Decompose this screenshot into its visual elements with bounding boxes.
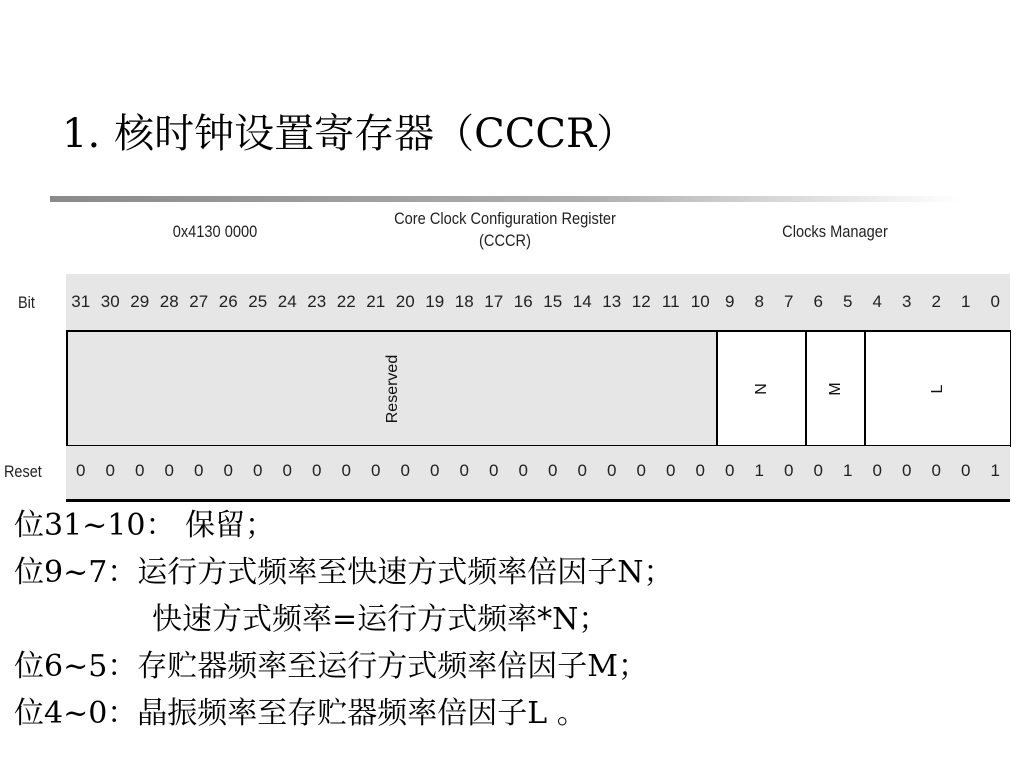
- reset-value-bit-17: 0: [489, 461, 499, 480]
- bit-number-31: 31: [71, 292, 91, 311]
- reset-value-bit-14: 0: [577, 461, 587, 480]
- bit-number-14: 14: [572, 292, 592, 311]
- reset-value-bit-8: 1: [754, 461, 764, 480]
- bit-number-25: 25: [248, 292, 268, 311]
- bit-number-30: 30: [100, 292, 120, 311]
- field-label-l: L: [928, 384, 946, 393]
- bit-number-12: 12: [631, 292, 651, 311]
- register-diagram: [0, 196, 1024, 506]
- desc-line-bits-31-10: 位31~10： 保留；: [14, 508, 276, 543]
- bit-number-5: 5: [843, 292, 853, 311]
- bit-number-0: 0: [990, 292, 1000, 311]
- field-m: [805, 332, 866, 445]
- bit-number-7: 7: [784, 292, 794, 311]
- reset-value-bit-5: 1: [843, 461, 853, 480]
- reset-value-bit-27: 0: [194, 461, 204, 480]
- bit-number-4: 4: [872, 292, 882, 311]
- reset-value-bit-4: 0: [872, 461, 882, 480]
- reset-value-bit-25: 0: [253, 461, 263, 480]
- reset-value-bit-29: 0: [135, 461, 145, 480]
- reset-value-bit-22: 0: [341, 461, 351, 480]
- reset-value-bit-9: 0: [725, 461, 735, 480]
- reset-value-bit-7: 0: [784, 461, 794, 480]
- title-number: 1.: [62, 111, 101, 157]
- reset-row-label: Reset: [4, 462, 42, 481]
- bit-number-19: 19: [425, 292, 445, 311]
- register-name: [363, 208, 647, 252]
- bit-row-label: Bit: [18, 293, 35, 312]
- reset-value-bit-2: 0: [931, 461, 941, 480]
- reset-value-bit-10: 0: [695, 461, 705, 480]
- reset-value-bit-31: 0: [76, 461, 86, 480]
- register-name-line1: Core Clock Configuration Register: [394, 209, 616, 228]
- bit-number-3: 3: [902, 292, 912, 311]
- bit-number-8: 8: [754, 292, 764, 311]
- bit-number-18: 18: [454, 292, 474, 311]
- reset-value-row: [66, 446, 1010, 502]
- reset-value-bit-12: 0: [636, 461, 646, 480]
- reset-value-bit-24: 0: [282, 461, 292, 480]
- reset-value-bit-18: 0: [459, 461, 469, 480]
- bit-number-15: 15: [543, 292, 563, 311]
- bit-number-1: 1: [961, 292, 971, 311]
- register-name-line2: (CCCR): [479, 231, 531, 250]
- bit-number-16: 16: [513, 292, 533, 311]
- reset-value-bit-26: 0: [223, 461, 233, 480]
- slide-title: [62, 110, 636, 158]
- bit-number-28: 28: [159, 292, 179, 311]
- bit-number-17: 17: [484, 292, 504, 311]
- reset-value-bit-20: 0: [400, 461, 410, 480]
- register-group: Clocks Manager: [782, 222, 888, 241]
- reset-value-bit-21: 0: [371, 461, 381, 480]
- title-text: 核时钟设置寄存器（CCCR）: [114, 111, 637, 157]
- bit-number-20: 20: [395, 292, 415, 311]
- bit-number-26: 26: [218, 292, 238, 311]
- reset-value-bit-23: 0: [312, 461, 322, 480]
- reset-value-bit-15: 0: [548, 461, 558, 480]
- field-l: [864, 332, 1011, 445]
- register-address: 0x4130 0000: [172, 222, 258, 241]
- bit-number-2: 2: [931, 292, 941, 311]
- bit-number-10: 10: [690, 292, 710, 311]
- bit-number-9: 9: [725, 292, 735, 311]
- bit-number-29: 29: [130, 292, 150, 311]
- reset-value-bit-19: 0: [430, 461, 440, 480]
- reset-value-bit-28: 0: [164, 461, 174, 480]
- reset-value-bit-11: 0: [666, 461, 676, 480]
- reset-value-bit-13: 0: [607, 461, 617, 480]
- desc-line-bits-6-5: 位6~5：存贮器频率至运行方式频率倍因子M；: [14, 649, 649, 684]
- reset-value-bit-30: 0: [105, 461, 115, 480]
- reset-value-bit-16: 0: [518, 461, 528, 480]
- bit-number-11: 11: [661, 292, 680, 311]
- field-label-reserved: Reserved: [383, 354, 401, 423]
- field-descriptions: [14, 502, 674, 737]
- bit-number-row: [66, 274, 1010, 330]
- bit-number-24: 24: [277, 292, 297, 311]
- desc-line-bits-4-0: 位4~0：晶振频率至存贮器频率倍因子L 。: [14, 696, 587, 731]
- bit-number-21: 21: [366, 292, 386, 311]
- bit-number-23: 23: [307, 292, 327, 311]
- field-reserved: [68, 332, 717, 445]
- reset-value-bit-3: 0: [902, 461, 912, 480]
- register-fields: [66, 330, 1011, 447]
- reset-value-bit-0: 1: [990, 461, 1000, 480]
- field-n: [716, 332, 807, 445]
- bit-number-22: 22: [336, 292, 356, 311]
- desc-line-bits-9-7: 位9~7：运行方式频率至快速方式频率倍因子N；: [14, 555, 674, 590]
- field-label-n: N: [753, 382, 771, 395]
- reset-value-bit-6: 0: [813, 461, 823, 480]
- reset-value-bit-1: 0: [961, 461, 971, 480]
- field-label-m: M: [827, 381, 844, 396]
- bit-number-27: 27: [189, 292, 209, 311]
- divider-rule: [50, 196, 960, 202]
- bit-number-13: 13: [602, 292, 622, 311]
- bit-number-6: 6: [813, 292, 823, 311]
- desc-line-formula: 快速方式频率=运行方式频率*N；: [152, 602, 609, 637]
